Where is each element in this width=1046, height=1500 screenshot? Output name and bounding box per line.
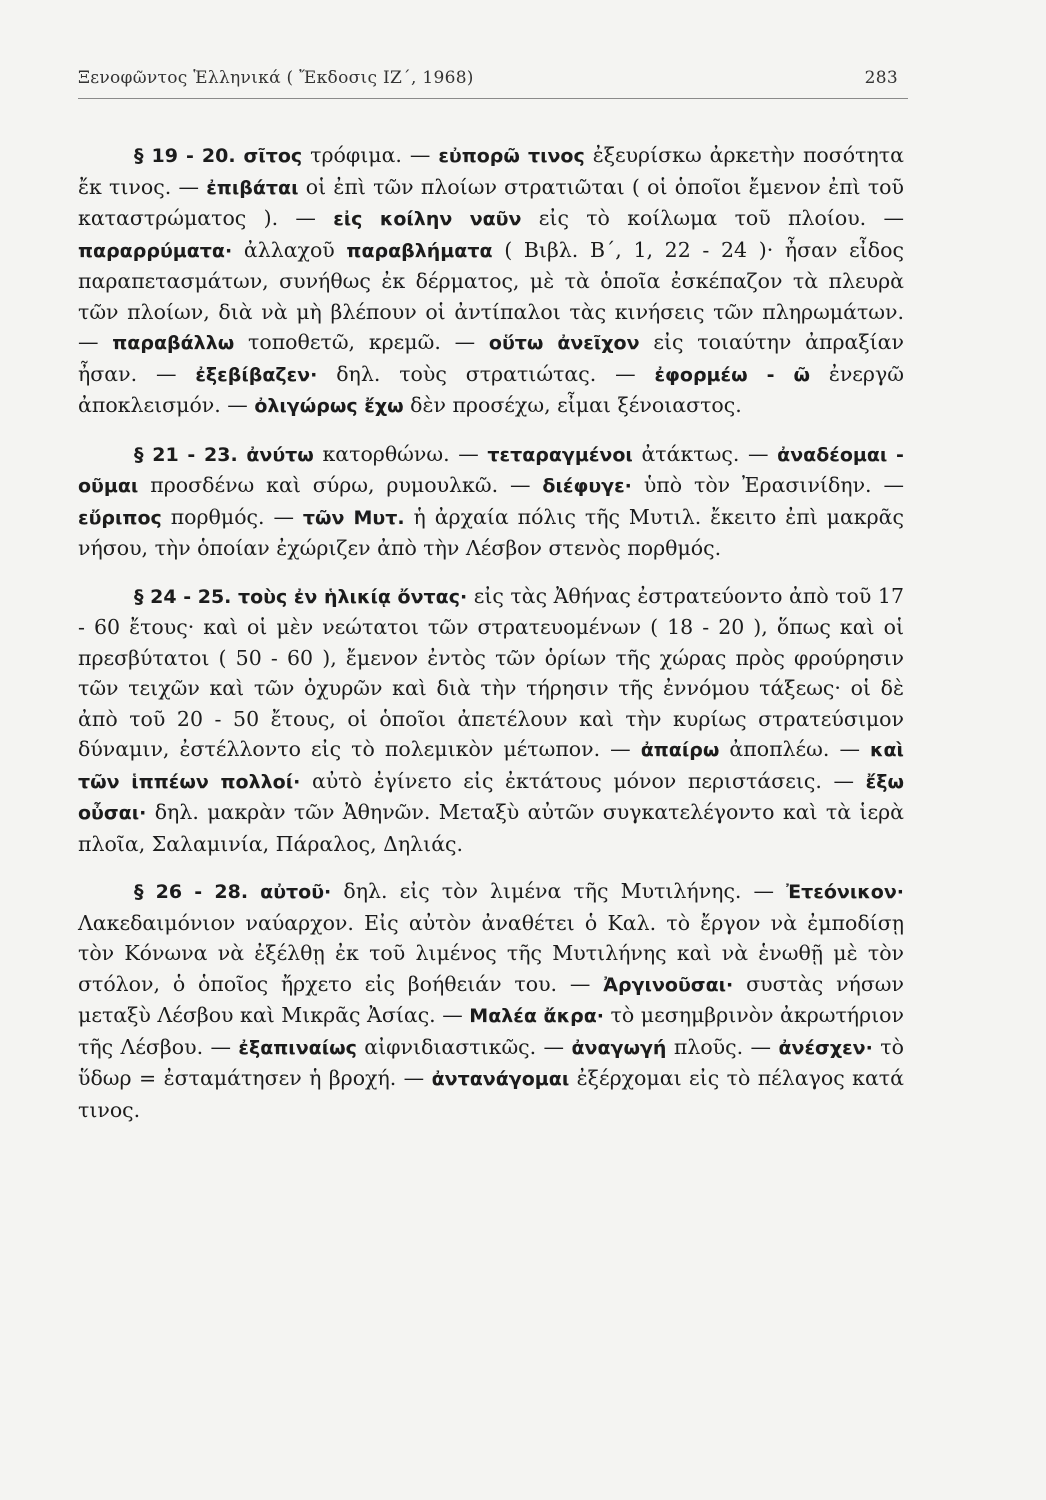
lemma: ἀντανάγομαι bbox=[431, 1068, 570, 1090]
gloss-text: τὸ μεσημβρινὸν ἀκρωτήριον τῆς Λέσβου. — bbox=[78, 1003, 904, 1059]
gloss-text: ἀτάκτως. — bbox=[641, 441, 769, 466]
lemma: τεταραγμένοι bbox=[487, 443, 633, 466]
lemma: ἐξαπιναίως bbox=[238, 1036, 357, 1059]
section-marker: § 24 - 25. bbox=[134, 585, 232, 608]
lemma: παραρρύματα· bbox=[78, 239, 233, 262]
paragraph-p21-23 bbox=[78, 439, 904, 564]
lemma: αὐτοῦ· bbox=[260, 881, 332, 903]
gloss-text: αἰφνιδιαστικῶς. — bbox=[364, 1034, 565, 1059]
paragraph-p26-28 bbox=[78, 876, 904, 1125]
lemma: ὀλιγώρως ἔχω bbox=[254, 395, 404, 417]
gloss-text: συστὰς νήσων μεταξὺ Λέσβου καὶ Μικρᾶς Ἀσίας. — bbox=[78, 971, 904, 1027]
header-rule bbox=[78, 98, 908, 99]
lemma: διέφυγε· bbox=[542, 475, 632, 497]
gloss-text: αὐτὸ ἐγίνετο εἰς ἐκτάτους μόνον περιστάσεις. — bbox=[311, 768, 855, 793]
gloss-text: ὑπὸ τὸν Ἐρασινίδην. — bbox=[643, 473, 904, 497]
gloss-text: δηλ. τοὺς στρατιώτας. — bbox=[336, 361, 636, 386]
lemma: ἐπιβάται bbox=[206, 176, 299, 199]
gloss-text: εἰς τοιαύτην ἀπραξίαν ἦσαν. — bbox=[78, 330, 904, 386]
gloss-text: ἀποπλέω. — bbox=[729, 737, 860, 761]
page-number: 283 bbox=[864, 68, 898, 88]
lemma: παραβάλλω bbox=[112, 332, 235, 354]
gloss-text: πλοῦς. — bbox=[673, 1034, 772, 1059]
gloss-text: τὸ ὕδωρ = ἐσταμάτησεν ἡ βροχή. — bbox=[78, 1034, 904, 1090]
gloss-text: ἐξέρχομαι εἰς τὸ πέλαγος κατά τινος. bbox=[78, 1066, 904, 1122]
lemma: ἐξεβίβαζεν· bbox=[195, 363, 318, 386]
lemma: παραβλήματα bbox=[346, 239, 493, 262]
gloss-text: Λακεδαιμόνιον ναύαρχον. Εἰς αὐτὸν ἀναθέτει ὁ Καλ. τὸ ἔργον νὰ ἐμποδίσῃ τὸν Κόνωνα νὰ ἐξέλθῃ ἐκ τοῦ λιμένος τῆς Μυτιλήνης καὶ νὰ ἑνωθῇ μὲ τὸν στόλον, ὁ ὁποῖος ἤρχετο εἰς βοήθειάν του. — bbox=[78, 910, 904, 996]
gloss-text: ἐξευρίσκω ἀρκετὴν ποσότητα ἔκ τινος. — bbox=[78, 143, 904, 199]
lemma: ἀπαίρω bbox=[640, 739, 720, 761]
gloss-text: ἀλλαχοῦ bbox=[243, 237, 335, 262]
gloss-text: ἡ ἀρχαία πόλις τῆς Μυτιλ. ἔκειτο ἐπὶ μακρᾶς νήσου, τὴν ὁποίαν ἐχώριζεν ἀπὸ τὴν Λέσβον στενὸς πορθμός. bbox=[78, 504, 904, 560]
lemma: εὔριπος bbox=[78, 506, 162, 529]
lemma: εὐπορῶ τινος bbox=[438, 145, 585, 167]
paragraph-p19-20 bbox=[78, 140, 904, 422]
gloss-text: δὲν προσέχω, εἶμαι ξένοιαστος. bbox=[410, 393, 742, 417]
lemma: εἰς κοίλην ναῦν bbox=[333, 208, 522, 230]
lemma: καὶ τῶν ἱππέων πολλοί· bbox=[78, 739, 904, 793]
gloss-text: πορθμός. — bbox=[170, 504, 294, 529]
gloss-text: κατορθώνω. — bbox=[322, 441, 479, 466]
section-marker: § 19 - 20. bbox=[134, 145, 236, 167]
commentary-body bbox=[78, 140, 904, 1125]
running-header bbox=[78, 68, 898, 98]
gloss-text: τοποθετῶ, κρεμῶ. — bbox=[248, 330, 476, 354]
gloss-text: δηλ. μακρὰν τῶν Ἀθηνῶν. Μεταξὺ αὐτῶν συγκατελέγοντο καὶ τὰ ἱερὰ πλοῖα, Σαλαμινία, Πάραλος, Δηλιάς. bbox=[78, 800, 904, 856]
gloss-text: ( Βιβλ. Β΄, 1, 22 - 24 )· ἦσαν εἶδος παραπετασμάτων, συνήθως ἐκ δέρματος, μὲ τὰ ὁποῖα ἐσκέπαζον τὰ πλευρὰ τῶν πλοίων, διὰ νὰ μὴ βλέπουν οἱ ἀντίπαλοι τὰς κινήσεις τῶν πληρωμάτων. — bbox=[78, 237, 904, 354]
lemma: τοὺς ἐν ἡλικίᾳ ὄντας· bbox=[237, 585, 468, 608]
lemma: Ἀργινοῦσαι· bbox=[603, 973, 734, 996]
lemma: Ἐτεόνικον· bbox=[786, 881, 904, 903]
lemma: σῖτος bbox=[243, 145, 303, 167]
gloss-text: τρόφιμα. — bbox=[310, 143, 431, 167]
lemma: οὕτω ἀνεῖχον bbox=[488, 332, 640, 354]
gloss-text: δηλ. εἰς τὸν λιμένα τῆς Μυτιλήνης. — bbox=[343, 879, 775, 903]
lemma: ἀναγωγή bbox=[571, 1036, 667, 1059]
paragraph-p24-25 bbox=[78, 581, 904, 860]
gloss-text: προσδένω καὶ σύρω, ρυμουλκῶ. — bbox=[150, 473, 531, 497]
lemma: ἐφορμέω - ῶ bbox=[654, 363, 810, 386]
gloss-text: εἰς τὰς Ἀθήνας ἐστρατεύοντο ἀπὸ τοῦ 17 - 60 ἔτους· καὶ οἱ μὲν νεώτατοι τῶν στρατευομένων ( 18 - 20 ), ὅπως καὶ οἱ πρεσβύτατοι ( 50 - 60 ), ἔμενον ἐντὸς τῶν ὁρίων τῆς χώρας πρὸς φρούρησιν τῶν τειχῶν καὶ τῶν ὀχυρῶν καὶ διὰ τὴν τήρησιν τῆς ἐννόμου τάξεως· οἱ δὲ ἀπὸ τοῦ 20 - 50 ἔτους, οἱ ὁποῖοι ἀπετέλουν καὶ τὴν κυρίως στρατεύσιμον δύναμιν, ἐστέλλοντο εἰς τὸ πολεμικὸν μέτωπον. — bbox=[78, 583, 904, 761]
gloss-text: εἰς τὸ κοίλωμα τοῦ πλοίου. — bbox=[538, 206, 904, 230]
running-title: Ξενοφῶντος Ἑλληνικά ( Ἔκδοσις ΙΖ΄, 1968) bbox=[78, 68, 474, 88]
lemma: τῶν Μυτ. bbox=[302, 506, 405, 529]
section-marker: § 26 - 28. bbox=[134, 881, 249, 903]
lemma: ἀνύτω bbox=[246, 443, 314, 466]
gloss-text: ἐνεργῶ ἀποκλεισμόν. — bbox=[78, 361, 904, 417]
lemma: Μαλέα ἄκρα· bbox=[469, 1005, 604, 1027]
lemma: ἔξω οὖσαι· bbox=[78, 770, 904, 824]
gloss-text: οἱ ἐπὶ τῶν πλοίων στρατιῶται ( οἱ ὁποῖοι ἔμενον ἐπὶ τοῦ καταστρώματος ). — bbox=[78, 174, 904, 230]
lemma: ἀναδέομαι - οῦμαι bbox=[78, 443, 904, 497]
lemma: ἀνέσχεν· bbox=[778, 1036, 873, 1059]
section-marker: § 21 - 23. bbox=[134, 443, 238, 466]
